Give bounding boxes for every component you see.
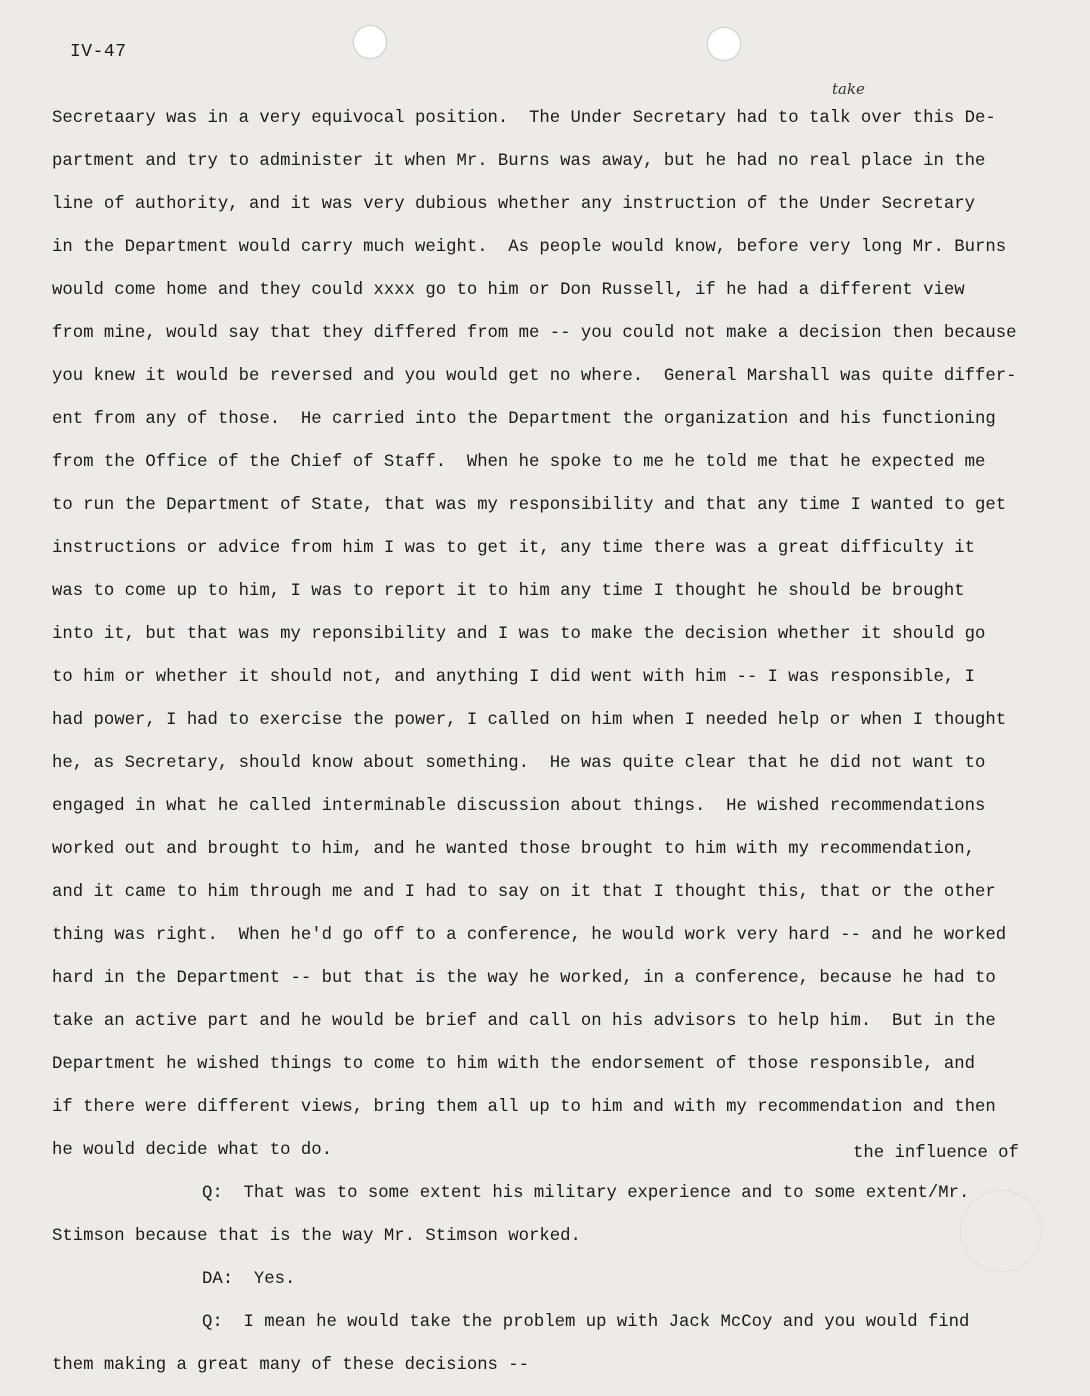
question-line: Q: I mean he would take the problem up with Jack McCoy and you would find [202, 1313, 970, 1332]
paper-stain [960, 1190, 1042, 1272]
text-line: and it came to him through me and I had to say on it that I thought this, that or the other [52, 883, 996, 902]
punch-hole-right [708, 28, 740, 60]
text-line: partment and try to administer it when Mr. Burns was away, but he had no real place in the [52, 152, 986, 171]
text-line: if there were different views, bring them all up to him and with my recommendation and then [52, 1098, 996, 1117]
text-line: Department he wished things to come to him with the endorsement of those responsible, and [52, 1055, 975, 1074]
transcript-body [52, 97, 1052, 1387]
text-line: in the Department would carry much weight. As people would know, before very long Mr. Burns [52, 238, 1007, 257]
text-line: was to come up to him, I was to report it to him any time I thought he should be brought [52, 582, 965, 601]
handwritten-insert: take [832, 80, 865, 98]
answer-line: DA: Yes. [202, 1270, 296, 1289]
question-line: Q: That was to some extent his military experience and to some extent/Mr. [202, 1184, 970, 1203]
text-line: line of authority, and it was very dubious whether any instruction of the Under Secretary [52, 195, 975, 214]
text-line: he, as Secretary, should know about something. He was quite clear that he did not want to [52, 754, 986, 773]
interlinear-note: the influence of [853, 1144, 1019, 1163]
text-line: from the Office of the Chief of Staff. When he spoke to me he told me that he expected me [52, 453, 986, 472]
text-line: engaged in what he called interminable discussion about things. He wished recommendations [52, 797, 986, 816]
text-line: instructions or advice from him I was to get it, any time there was a great difficulty it [52, 539, 975, 558]
text-line: had power, I had to exercise the power, I called on him when I needed help or when I thought [52, 711, 1007, 730]
question-line: Stimson because that is the way Mr. Stimson worked. [52, 1227, 581, 1246]
text-line: thing was right. When he'd go off to a conference, he would work very hard -- and he worked [52, 926, 1007, 945]
text-line: into it, but that was my reponsibility and I was to make the decision whether it should go [52, 625, 986, 644]
text-line: Secretaary was in a very equivocal position. The Under Secretary had to talk over this De- [52, 109, 996, 128]
text-line: worked out and brought to him, and he wanted those brought to him with my recommendation, [52, 840, 975, 859]
text-line: hard in the Department -- but that is the way he worked, in a conference, because he had to [52, 969, 996, 988]
question-line: them making a great many of these decisions -- [52, 1356, 530, 1375]
text-line: to run the Department of State, that was my responsibility and that any time I wanted to get [52, 496, 1007, 515]
text-line: to him or whether it should not, and anything I did went with him -- I was responsible, I [52, 668, 975, 687]
text-line: from mine, would say that they differed from me -- you could not make a decision then because [52, 324, 1017, 343]
punch-hole-left [354, 26, 386, 58]
page-number: IV-47 [70, 42, 127, 62]
text-line: take an active part and he would be brief and call on his advisors to help him. But in the [52, 1012, 996, 1031]
text-line: he would decide what to do. [52, 1141, 333, 1160]
text-line: you knew it would be reversed and you would get no where. General Marshall was quite differ- [52, 367, 1017, 386]
text-line: ent from any of those. He carried into the Department the organization and his functioning [52, 410, 996, 429]
text-line: would come home and they could xxxx go to him or Don Russell, if he had a different view [52, 281, 965, 300]
